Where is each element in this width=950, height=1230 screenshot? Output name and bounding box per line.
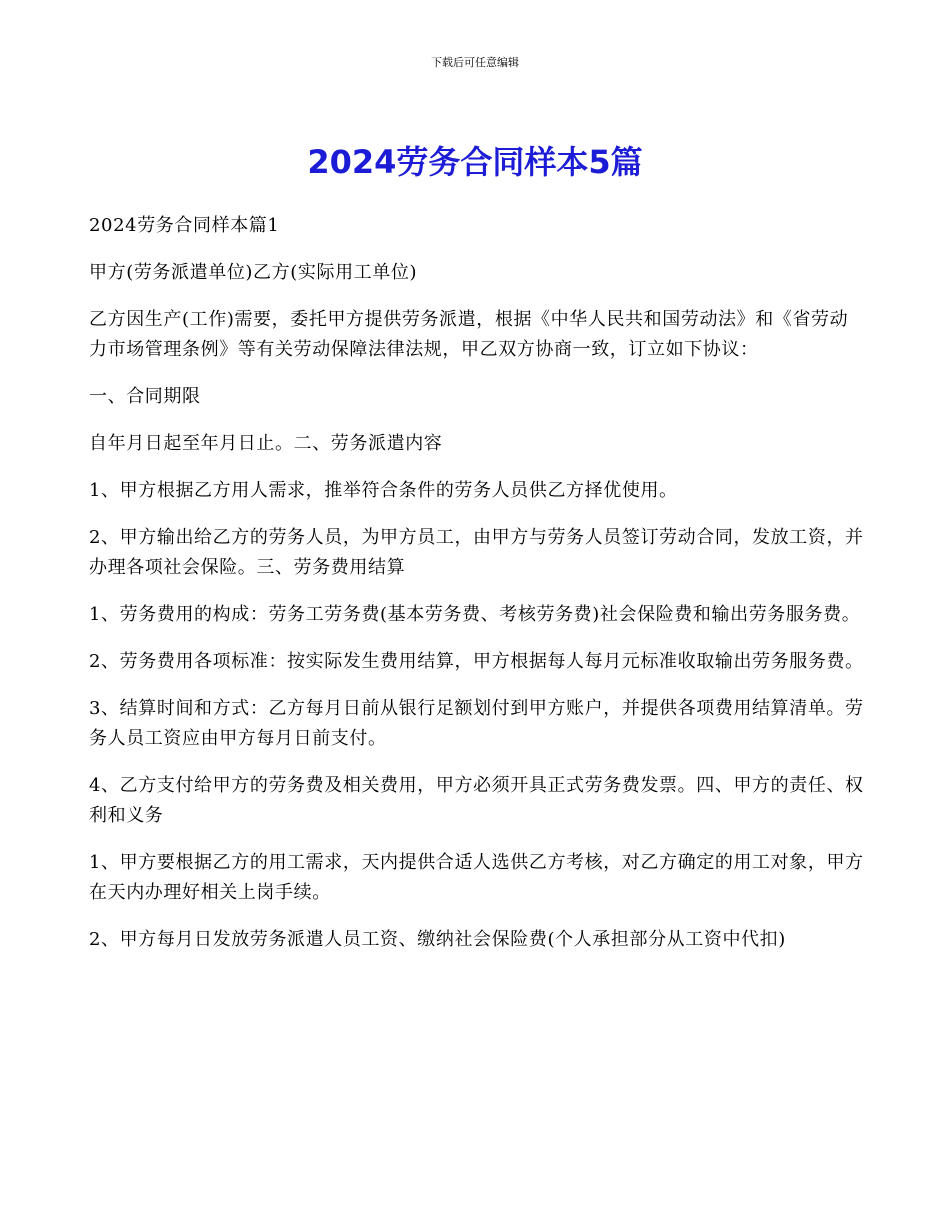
paragraph-dispatch-1: 1、甲方根据乙方用人需求，推举符合条件的劳务人员供乙方择优使用。	[89, 480, 678, 501]
paragraph-section-heading: 2024劳务合同样本篇1	[89, 215, 280, 236]
paragraph-fees-3: 3、结算时间和方式：乙方每月日前从银行足额划付到甲方账户，并提供各项费用结算清单。劳务人员工资应由甲方每月日前支付。	[89, 698, 864, 749]
paragraph-fees-1: 1、劳务费用的构成：劳务工劳务费(基本劳务费、考核劳务费)社会保险费和输出劳务服务费。	[89, 604, 861, 625]
paragraph-preamble: 乙方因生产(工作)需要，委托甲方提供劳务派遣，根据《中华人民共和国劳动法》和《省劳动力市场管理条例》等有关劳动保障法律法规，甲乙双方协商一致，订立如下协议：	[89, 309, 849, 360]
paragraph-party-a-2: 2、甲方每月日发放劳务派遣人员工资、缴纳社会保险费(个人承担部分从工资中代扣)	[89, 929, 786, 950]
paragraph-party-a-1: 1、甲方要根据乙方的用工需求，天内提供合适人选供乙方考核，对乙方确定的用工对象，甲方在天内办理好相关上岗手续。	[89, 852, 864, 903]
paragraph-fees-4: 4、乙方支付给甲方的劳务费及相关费用，甲方必须开具正式劳务费发票。四、甲方的责任、权利和义务	[89, 775, 864, 826]
paragraph-contract-term-heading: 一、合同期限	[89, 386, 201, 407]
header-note: 下载后可任意编辑	[431, 56, 519, 69]
paragraph-dispatch-2: 2、甲方输出给乙方的劳务人员，为甲方员工，由甲方与劳务人员签订劳动合同，发放工资，并办理各项社会保险。三、劳务费用结算	[89, 527, 864, 578]
paragraph-fees-2: 2、劳务费用各项标准：按实际发生费用结算，甲方根据每人每月元标准收取输出劳务服务费。	[89, 651, 864, 672]
paragraph-parties: 甲方(劳务派遣单位)乙方(实际用工单位)	[89, 262, 418, 283]
document-body	[89, 211, 864, 972]
document-title: 2024劳务合同样本5篇	[307, 143, 643, 181]
paragraph-contract-term: 自年月日起至年月日止。二、劳务派遣内容	[89, 433, 443, 454]
